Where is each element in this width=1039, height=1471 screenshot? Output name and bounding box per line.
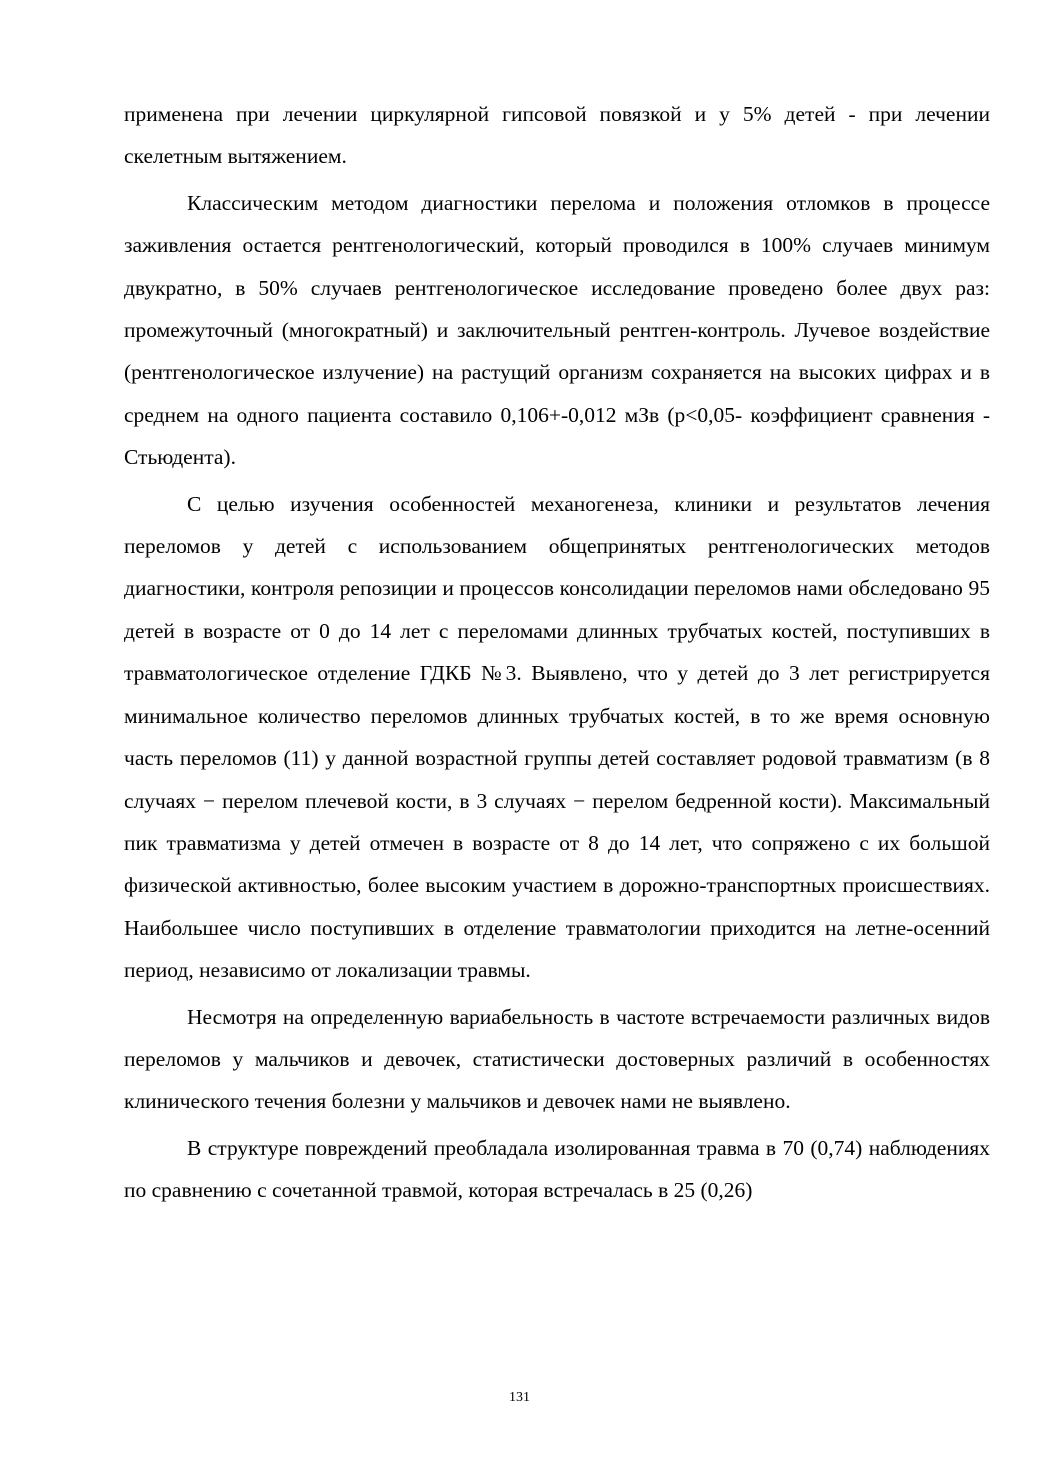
paragraph-continuation: применена при лечении циркулярной гипсовой повязкой и у 5% детей - при лечении скелетным вытяжением. [124, 102, 990, 169]
paragraph-injury-structure: В структуре повреждений преобладала изолированная травма в 70 (0,74) наблюдениях по сравнению с сочетанной травмой, которая встречалась в 25 (0,26) [124, 1135, 990, 1203]
paragraph-study-description: С целью изучения особенностей механогенеза, клиники и результатов лечения переломов у детей с использованием общепринятых рентгенологических методов диагностики, контроля репозиции и процессов консолидации переломов нами обследовано 95 детей в возрасте от 0 до 14 лет с переломами длинных трубчатых костей, поступивших в травматологическое отделение ГДКБ №3. Выявлено, что у детей до 3 лет регистрируется минимальное количество переломов длинных трубчатых костей, в то же время основную часть переломов (11) у данной возрастной группы детей составляет родовой травматизм (в 8 случаях − перелом плечевой кости, в 3 случаях − перелом бедренной кости). Максимальный пик травматизма у детей отмечен в возрасте от 8 до 14 лет, что сопряжено с их большой физической активностью, более высоким участием в дорожно-транспортных происшествиях. Наибольшее число поступивших в отделение травматологии приходится на летне-осенний период, независимо от локализации травмы. [124, 491, 990, 983]
paragraph-xray-diagnostics: Классическим методом диагностики перелома и положения отломков в процессе заживления остается рентгенологический, который проводился в 100% случаев минимум двукратно, в 50% случаев рентгенологическое исследование проведено более двух раз: промежуточный (многократный) и заключительный рентген-контроль. Лучевое воздействие (рентгенологическое излучение) на растущий организм сохраняется на высоких цифрах и в среднем на одного пациента составило 0,106+-0,012 мЗв (р<0,05- коэффициент сравнения - Стьюдента). [124, 190, 990, 470]
page-number: 131 [509, 1390, 530, 1405]
paragraph-gender-differences: Несмотря на определенную вариабельность в частоте встречаемости различных видов переломов у мальчиков и девочек, статистически достоверных различий в особенностях клинического течения болезни у мальчиков и девочек нами не выявлено. [124, 1004, 990, 1114]
document-body [124, 93, 990, 1212]
